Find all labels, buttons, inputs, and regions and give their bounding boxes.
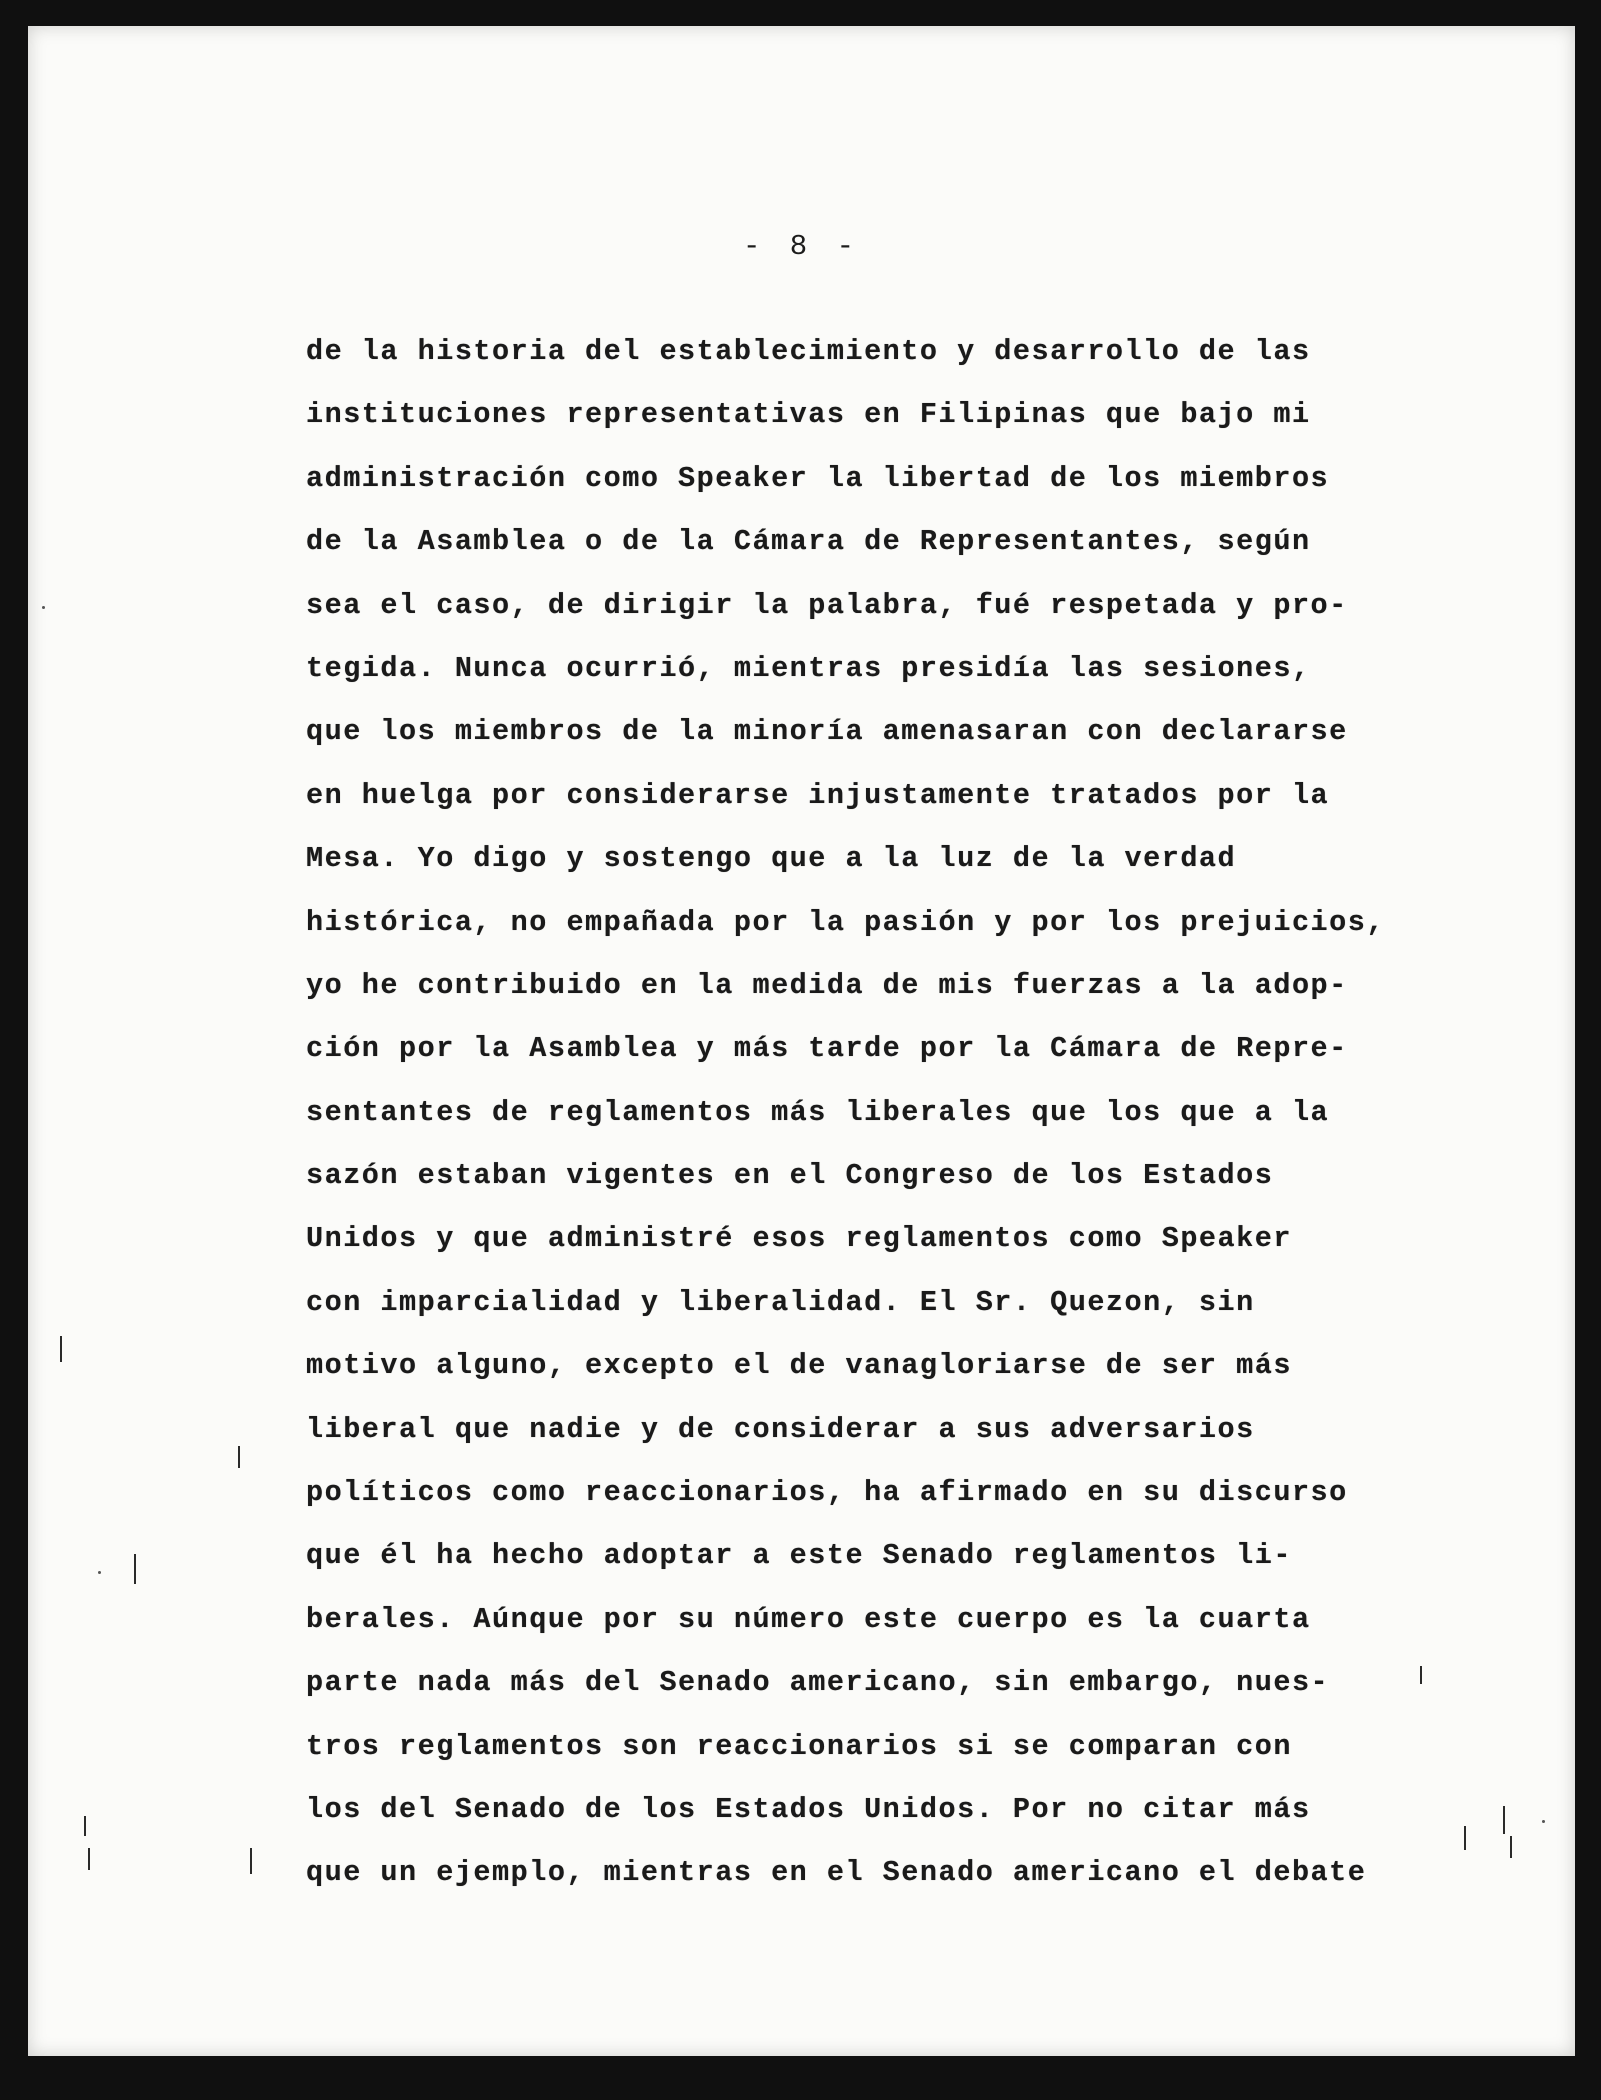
scan-mark — [60, 1336, 62, 1362]
text-line: de la historia del establecimiento y desarrollo de las — [306, 335, 1311, 368]
text-line: parte nada más del Senado americano, sin embargo, nues- — [306, 1666, 1330, 1700]
scan-mark — [1464, 1826, 1466, 1850]
scan-mark — [1510, 1836, 1512, 1858]
text-line: sazón estaban vigentes en el Congreso de los Estados — [306, 1159, 1274, 1193]
text-line: tegida. Nunca ocurrió, mientras presidía las sesiones, — [306, 651, 1311, 685]
text-line: de la Asamblea o de la Cámara de Representantes, según — [306, 525, 1311, 559]
scan-mark — [1420, 1666, 1422, 1684]
text-line: en huelga por considerarse injustamente tratados por la — [306, 778, 1330, 812]
scan-mark — [84, 1816, 86, 1836]
scan-mark — [88, 1848, 90, 1870]
text-line: que un ejemplo, mientras en el Senado americano el debate — [306, 1856, 1367, 1890]
text-line: los del Senado de los Estados Unidos. Por no citar más — [306, 1792, 1311, 1826]
text-line: berales. Aúnque por su número este cuerpo es la cuarta — [306, 1602, 1311, 1636]
text-line: que los miembros de la minoría amenasaran con declararse — [306, 715, 1348, 749]
text-line: instituciones representativas en Filipinas que bajo mi — [306, 398, 1311, 432]
text-line: con imparcialidad y liberalidad. El Sr. Quezon, sin — [306, 1285, 1255, 1319]
text-line: tros reglamentos son reaccionarios si se comparan con — [306, 1729, 1292, 1763]
page-number: - 8 - — [742, 230, 860, 263]
text-line: Mesa. Yo digo y sostengo que a la luz de la verdad — [306, 842, 1237, 876]
text-line: que él ha hecho adoptar a este Senado reglamentos li- — [306, 1539, 1292, 1573]
text-line: sentantes de reglamentos más liberales que los que a la — [306, 1095, 1330, 1129]
scan-speck — [98, 1571, 101, 1574]
text-line: Unidos y que administré esos reglamentos como Speaker — [306, 1222, 1292, 1256]
document-page — [28, 26, 1575, 2056]
scan-mark — [250, 1848, 252, 1874]
scan-speck — [42, 606, 45, 609]
text-line: histórica, no empañada por la pasión y por los prejuicios, — [306, 905, 1385, 939]
scan-speck — [1542, 1820, 1545, 1823]
scan-mark — [238, 1446, 240, 1468]
text-line: yo he contribuido en la medida de mis fuerzas a la adop- — [306, 968, 1348, 1002]
scan-mark — [134, 1554, 136, 1584]
scan-mark — [1503, 1806, 1505, 1834]
text-line: ción por la Asamblea y más tarde por la Cámara de Repre- — [306, 1032, 1348, 1066]
text-line: liberal que nadie y de considerar a sus adversarios — [306, 1412, 1255, 1446]
text-line: administración como Speaker la libertad de los miembros — [306, 461, 1330, 495]
text-line: sea el caso, de dirigir la palabra, fué respetada y pro- — [306, 588, 1348, 622]
text-line: motivo alguno, excepto el de vanagloriarse de ser más — [306, 1349, 1292, 1383]
body-text — [306, 320, 1466, 1905]
text-line: políticos como reaccionarios, ha afirmado en su discurso — [306, 1476, 1348, 1510]
